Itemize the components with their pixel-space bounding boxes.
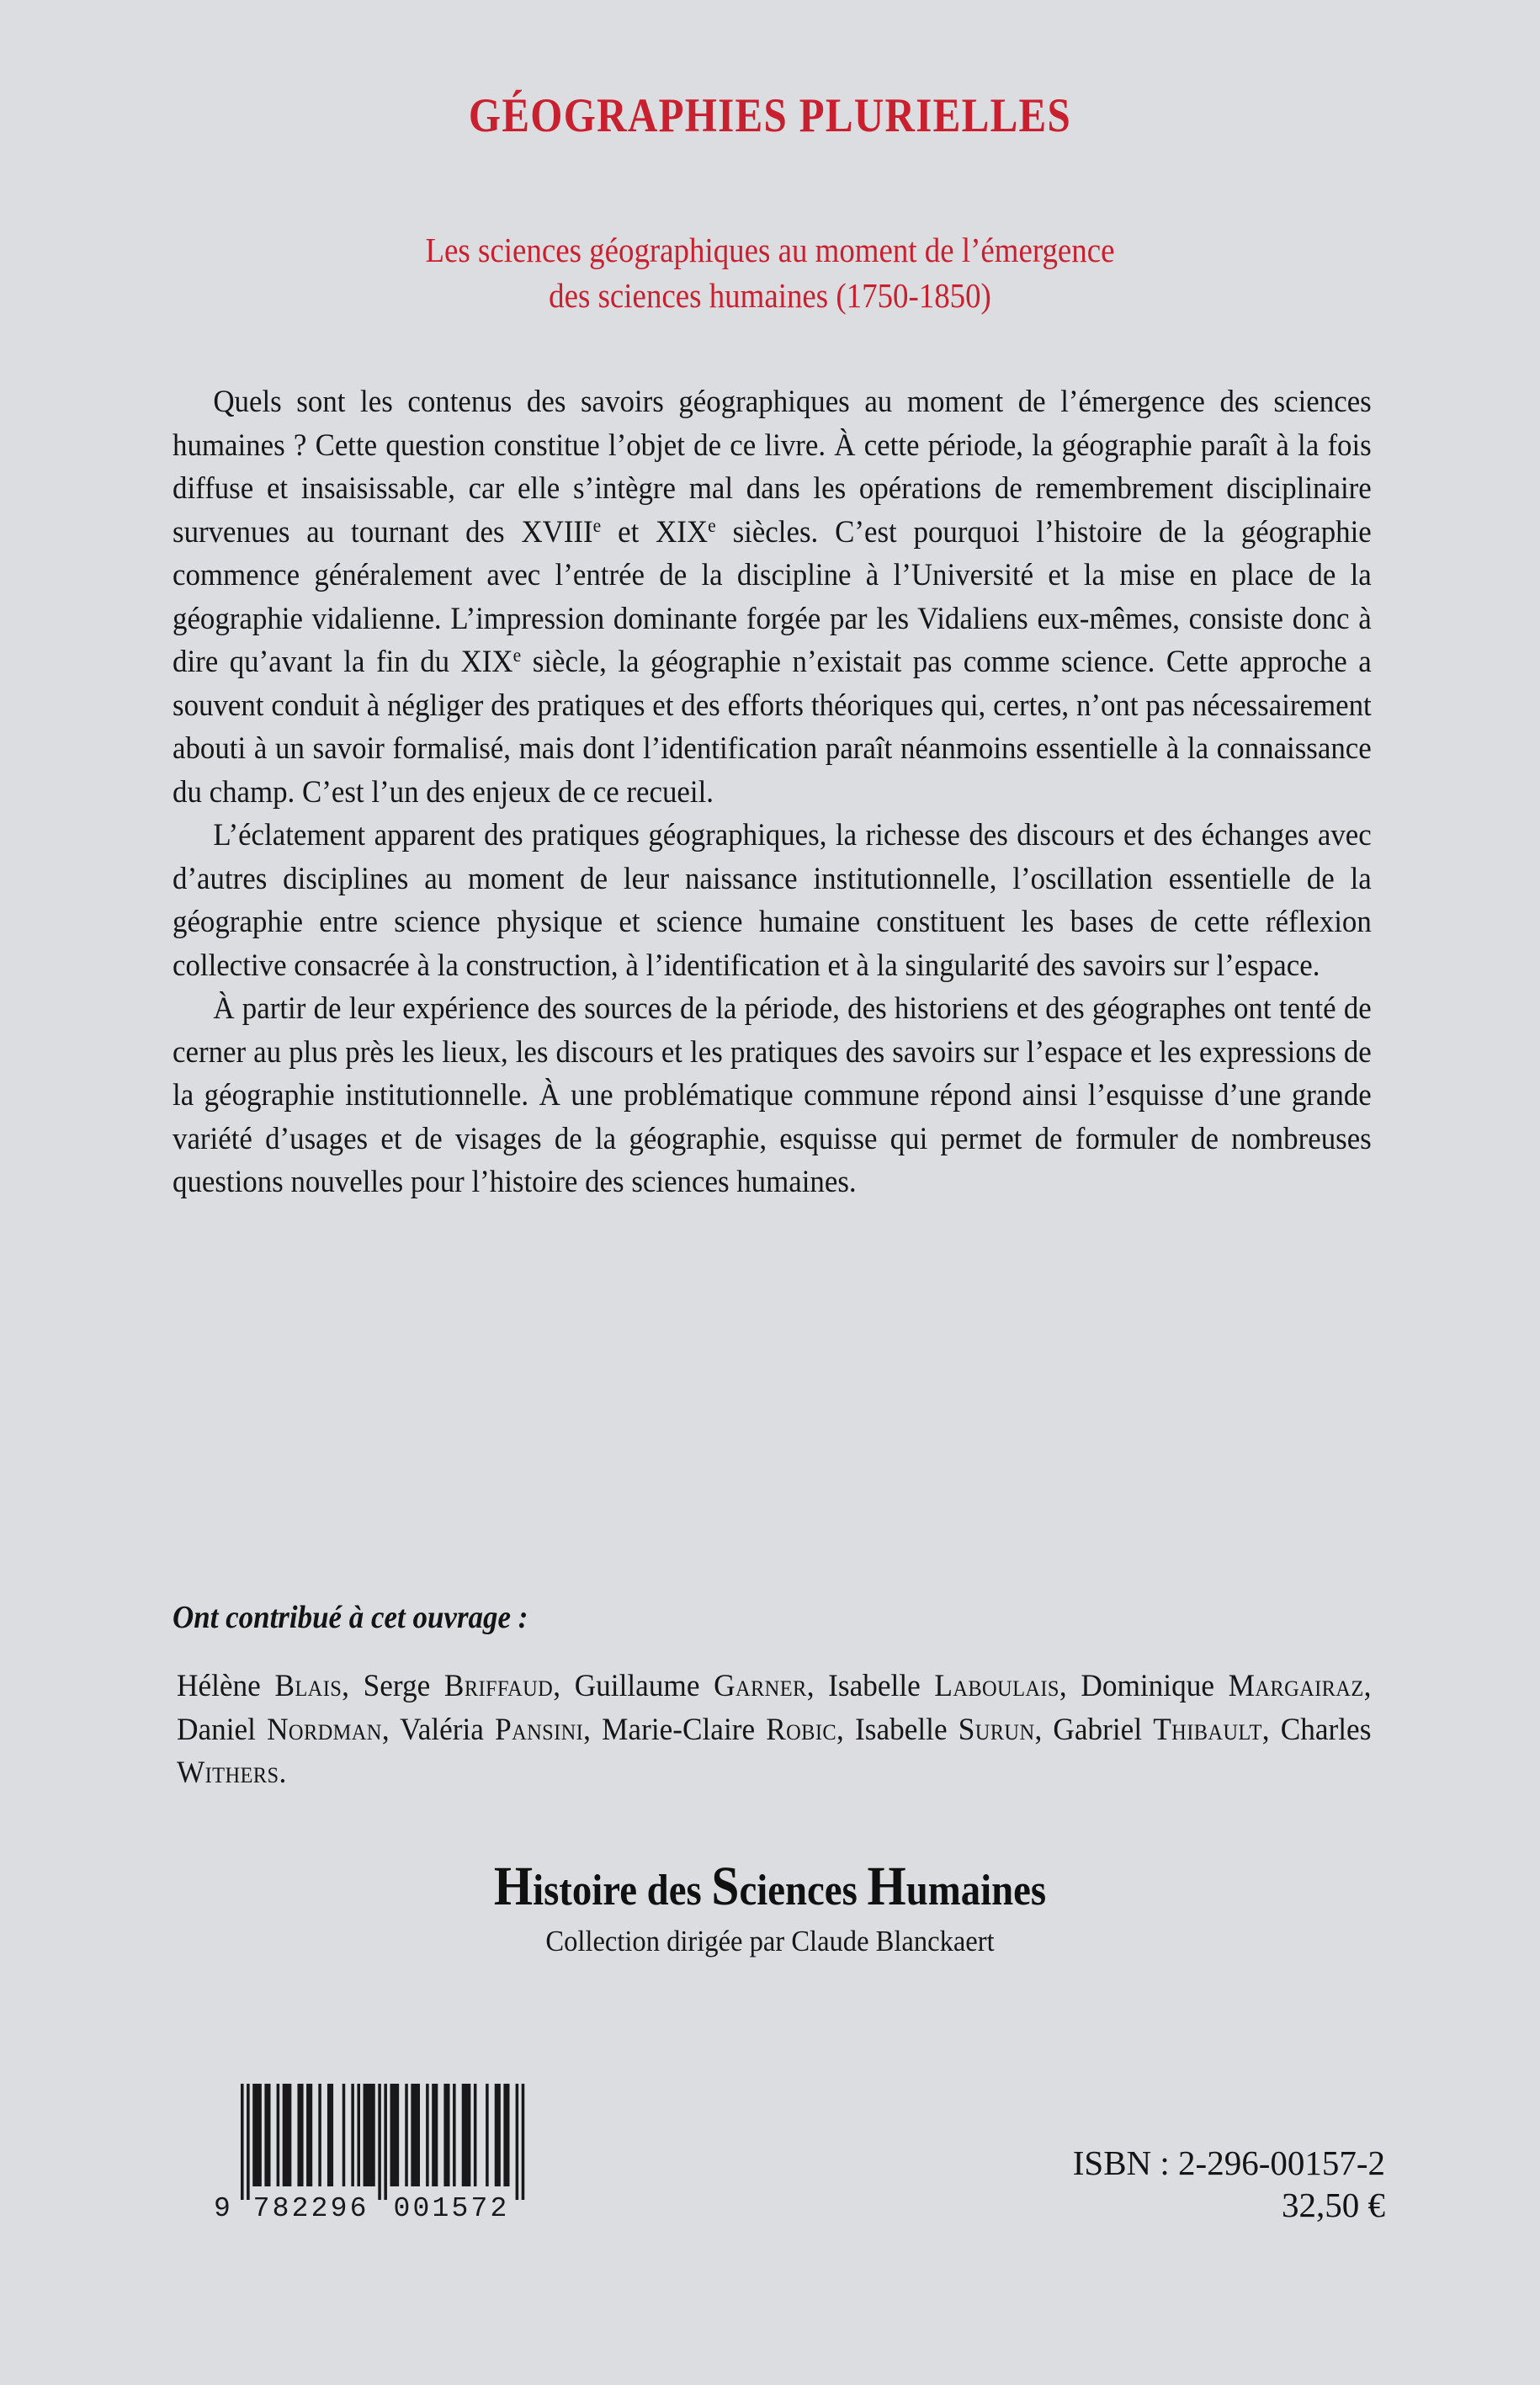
- contributor-surname: Laboulais: [934, 1669, 1059, 1703]
- contributor-separator: ,: [1034, 1712, 1054, 1747]
- contributor-separator: ,: [553, 1669, 575, 1703]
- collection-title-initial: H: [493, 1856, 534, 1917]
- collection-title: [77, 1856, 1463, 1917]
- contributor-firstname: Serge: [363, 1669, 444, 1703]
- blurb-p1-seg-b: et XIX: [601, 514, 709, 550]
- contributor-firstname: Dominique: [1081, 1669, 1229, 1703]
- contributor-separator: ,: [806, 1669, 829, 1703]
- blurb-p1-ordinal-3: e: [512, 644, 522, 667]
- isbn-text: ISBN : 2-296-00157-2: [1072, 2143, 1385, 2182]
- collection-title-initial: S: [711, 1856, 740, 1917]
- blurb-p1-ordinal-1: e: [592, 514, 602, 537]
- barcode: [209, 2079, 604, 2239]
- contributor-firstname: Hélène: [177, 1669, 275, 1703]
- contributor-firstname: Isabelle: [854, 1712, 959, 1747]
- book-subtitle-line-2: des sciences humaines (1750-1850): [549, 276, 991, 316]
- contributor-firstname: Isabelle: [828, 1669, 935, 1703]
- book-subtitle-line-1: Les sciences géographiques au moment de l’émergence: [425, 231, 1115, 269]
- title-block: [0, 91, 1540, 141]
- blurb-p1-seg-c: siècles. C’est pourquoi l’histoire de la géographie commence généralement avec l’entrée de la discipline à l’Université et la mise en place de la géographie vidalienne. L’impression dominante forgée par les Vidaliens eux-mêmes, consiste donc à dire qu’avant la fin du XIX: [173, 514, 1372, 679]
- subtitle-block: [0, 227, 1540, 318]
- collection-title-initial: H: [867, 1856, 906, 1917]
- contributor-separator: ,: [583, 1712, 603, 1747]
- book-title: GÉOGRAPHIES PLURIELLES: [468, 89, 1072, 142]
- contributor-separator: ,: [381, 1712, 401, 1747]
- collection-title-word: istoire: [533, 1867, 647, 1915]
- contributor-surname: Blais: [274, 1669, 343, 1703]
- contributor-surname: Briffaud: [443, 1669, 554, 1703]
- contributor-separator: ,: [1261, 1712, 1281, 1747]
- contributor-surname: Surun: [958, 1712, 1035, 1747]
- contributors-list: [177, 1665, 1371, 1795]
- collection-title-word: ciences: [739, 1867, 868, 1915]
- contributor-firstname: Guillaume: [574, 1669, 714, 1703]
- svg-text:001572: 001572: [393, 2193, 510, 2224]
- collection-director: Collection dirigée par Claude Blanckaert: [545, 1925, 995, 1958]
- blurb-p1-seg-d: siècle, la géographie n’existait pas comme science. Cette approche a souvent conduit à négliger des pratiques et des efforts théoriques qui, certes, n’ont pas nécessairement abouti à un savoir formalisé, mais dont l’identification paraît néanmoins essentielle à la connaissance du champ. C’est l’un des enjeux de ce recueil.: [173, 645, 1372, 810]
- svg-text:9: 9: [214, 2193, 234, 2224]
- contributor-surname: Margairaz: [1228, 1669, 1364, 1703]
- contributor-separator: ,: [342, 1669, 364, 1703]
- contributor-surname: Nordman: [267, 1712, 382, 1747]
- contributor-separator: ,: [1363, 1669, 1372, 1703]
- price-text: 32,50 €: [1282, 2186, 1385, 2225]
- svg-text:782296: 782296: [252, 2193, 369, 2224]
- blurb-paragraph-3: À partir de leur expérience des sources de la période, des historiens et des géographes ont tenté de cerner au plus près les lieux, les discours et les pratiques des savoirs sur l’espace et les expressions de la géographie institutionnelle. À une problématique commune répond ainsi l’esquisse d’une grande variété d’usages et de visages de la géographie, esquisse qui permet de formuler de nombreuses questions nouvelles pour l’histoire des sciences humaines.: [173, 991, 1372, 1199]
- contributor-separator: ,: [1059, 1669, 1081, 1703]
- contributors-heading: Ont contribué à cet ouvrage :: [173, 1600, 528, 1635]
- contributor-surname: Pansini: [495, 1712, 584, 1747]
- blurb-p1-seg-a: Quels sont les contenus des savoirs géographiques au moment de l’émergence des sciences humaines ? Cette question constitue l’objet de ce livre. À cette période, la géographie paraît à la fois diffuse et insaisissable, car elle s’intègre mal dans les opérations de remembrement disciplinaire survenues au tournant des XVIII: [173, 385, 1372, 550]
- contributor-firstname: Gabriel: [1053, 1712, 1154, 1747]
- contributor-firstname: Charles: [1280, 1712, 1372, 1747]
- contributor-firstname: Valéria: [400, 1712, 496, 1747]
- contributor-separator: .: [279, 1756, 287, 1790]
- contributor-surname: Withers: [177, 1756, 279, 1790]
- contributor-firstname: Marie-Claire: [602, 1712, 767, 1747]
- blurb-paragraph-2: L’éclatement apparent des pratiques géographiques, la richesse des discours et des échanges avec d’autres disciplines au moment de leur naissance institutionnelle, l’oscillation essentielle de la géographie entre science physique et science humaine constituent les bases de cette réflexion collective consacrée à la construction, à l’identification et à la singularité des savoirs sur l’espace.: [173, 818, 1372, 983]
- contributor-surname: Thibault: [1153, 1712, 1262, 1747]
- contributor-surname: Garner: [714, 1669, 807, 1703]
- contributor-separator: ,: [836, 1712, 855, 1747]
- barcode-image: [209, 2079, 604, 2239]
- blurb-p1-ordinal-2: e: [708, 514, 716, 537]
- contributor-firstname: Daniel: [177, 1712, 268, 1747]
- blurb-paragraph-1: [173, 380, 1372, 814]
- isbn-block: [1073, 2142, 1385, 2226]
- collection-title-word: umaines: [905, 1867, 1047, 1915]
- blurb-text: [173, 380, 1372, 1204]
- collection-title-word: des: [646, 1867, 712, 1915]
- collection-block: [0, 1856, 1540, 1959]
- contributor-surname: Robic: [766, 1712, 837, 1747]
